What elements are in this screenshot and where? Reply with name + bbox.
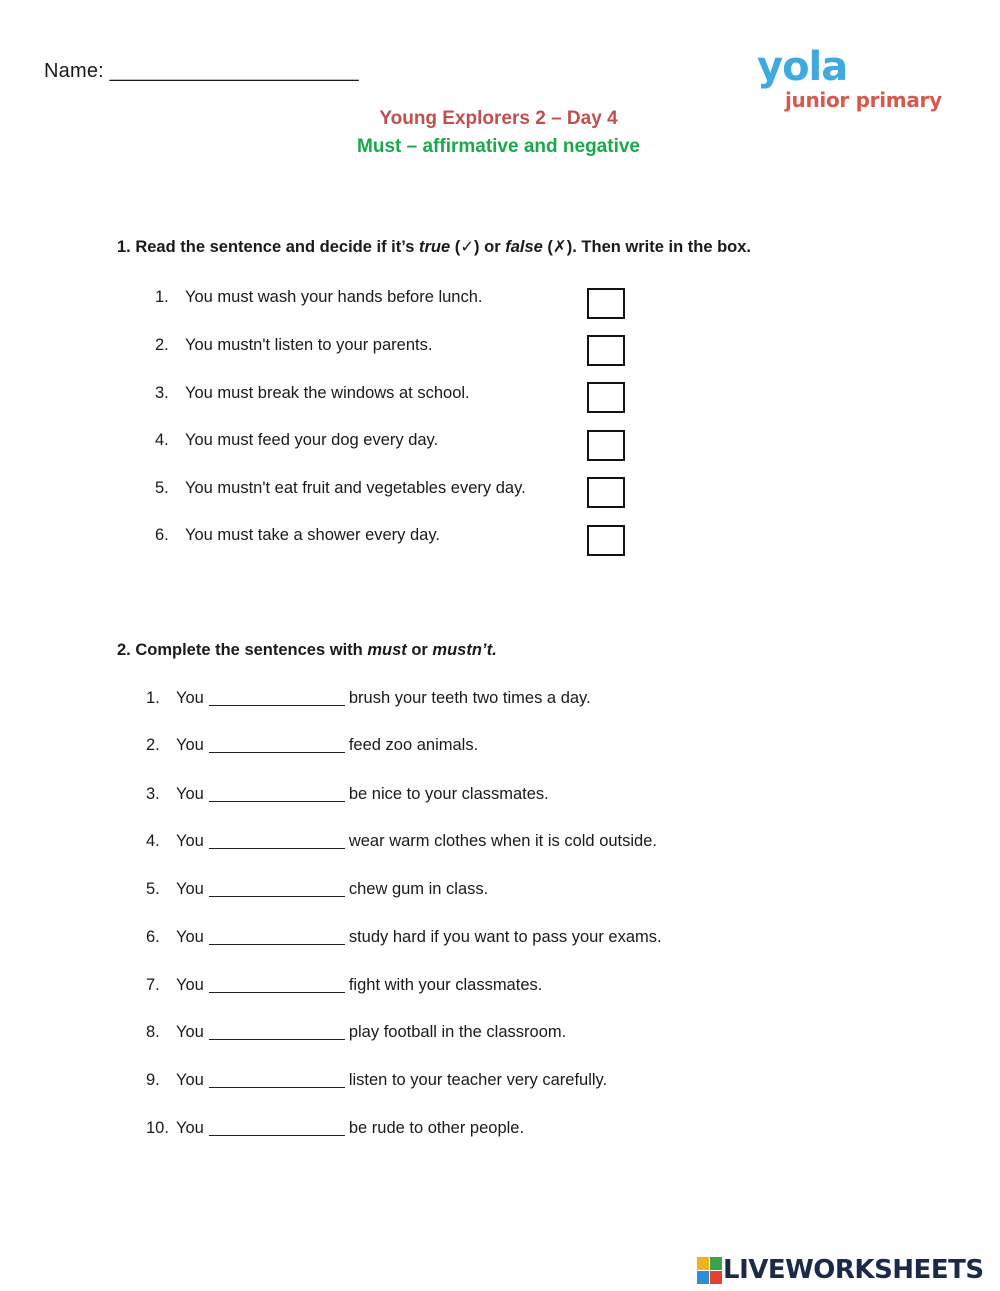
exercise1-item (155, 526, 440, 545)
item-rest: chew gum in class. (348, 880, 489, 898)
item-subject: You (176, 880, 204, 898)
exercise2-item (146, 785, 549, 804)
instr2-mid: or (406, 641, 433, 659)
answer-box[interactable] (587, 430, 625, 461)
logo-sub-text: junior primary (785, 88, 942, 112)
item-rest: wear warm clothes when it is cold outside. (348, 832, 657, 850)
item-subject: You (176, 928, 204, 946)
item-sentence: You must feed your dog every day. (185, 431, 439, 449)
exercise1-instruction (117, 237, 751, 257)
worksheet-title: Young Explorers 2 – Day 4 (379, 108, 618, 129)
exercise1-item (155, 288, 483, 307)
exercise2-instruction (117, 641, 497, 660)
exercise2-item (146, 736, 478, 755)
exercise1-item (155, 384, 470, 403)
item-number: 9. (146, 1071, 160, 1089)
item-number: 7. (146, 976, 160, 994)
exercise2-item (146, 689, 591, 708)
item-rest: play football in the classroom. (348, 1023, 567, 1041)
item-rest: listen to your teacher very carefully. (348, 1071, 608, 1089)
exercise2-item (146, 976, 542, 995)
exercise1-item (155, 479, 526, 498)
item-number: 10. (146, 1119, 169, 1137)
item-rest: feed zoo animals. (348, 736, 479, 754)
item-number: 5. (155, 479, 169, 497)
item-sentence: You must break the windows at school. (185, 384, 470, 402)
answer-blank-input[interactable] (209, 976, 345, 993)
answer-box[interactable] (587, 525, 625, 556)
item-subject: You (176, 785, 204, 803)
answer-box[interactable] (587, 288, 625, 319)
answer-blank-input[interactable] (209, 880, 345, 897)
item-subject: You (176, 736, 204, 754)
item-sentence: You must wash your hands before lunch. (185, 288, 483, 306)
item-number: 2. (146, 736, 160, 754)
answer-blank-input[interactable] (209, 689, 345, 706)
item-rest: be rude to other people. (348, 1119, 525, 1137)
instr2-pre: 2. Complete the sentences with (117, 641, 368, 659)
exercise1-item (155, 431, 438, 450)
answer-blank-input[interactable] (209, 736, 345, 753)
item-sentence: You mustn't eat fruit and vegetables every day. (185, 479, 526, 497)
item-subject: You (176, 1119, 204, 1137)
item-number: 6. (155, 526, 169, 544)
item-sentence: You mustn't listen to your parents. (185, 336, 433, 354)
answer-blank-input[interactable] (209, 1119, 345, 1136)
item-subject: You (176, 1071, 204, 1089)
item-rest: brush your teeth two times a day. (348, 689, 591, 707)
answer-blank-input[interactable] (209, 832, 345, 849)
answer-blank-input[interactable] (209, 928, 345, 945)
item-number: 1. (155, 288, 169, 306)
item-number: 6. (146, 928, 160, 946)
item-number: 1. (146, 689, 160, 707)
exercise2-item (146, 880, 488, 899)
exercise2-item (146, 1071, 607, 1090)
answer-blank-input[interactable] (209, 1071, 345, 1088)
exercise2-item (146, 832, 657, 851)
item-number: 4. (155, 431, 169, 449)
item-rest: fight with your classmates. (348, 976, 543, 994)
exercise1-item (155, 336, 432, 355)
answer-blank-input[interactable] (209, 785, 345, 802)
name-label: Name: (44, 60, 104, 82)
exercise2-item (146, 1023, 566, 1042)
name-blank: ______________________ (109, 60, 359, 82)
instr1-pre: 1. Read the sentence and decide if it’s (117, 238, 419, 256)
instr1-mid: (✓) or (450, 238, 506, 256)
item-number: 3. (146, 785, 160, 803)
item-number: 4. (146, 832, 160, 850)
instr2-mustnt: mustn’t. (432, 641, 497, 659)
answer-box[interactable] (587, 477, 625, 508)
item-number: 2. (155, 336, 169, 354)
instr2-must: must (367, 641, 407, 659)
item-sentence: You must take a shower every day. (185, 526, 440, 544)
item-subject: You (176, 976, 204, 994)
exercise2-item (146, 1119, 524, 1138)
item-subject: You (176, 1023, 204, 1041)
item-number: 3. (155, 384, 169, 402)
name-field (44, 60, 359, 83)
answer-box[interactable] (587, 382, 625, 413)
instr1-post: (✗). Then write in the box. (542, 238, 752, 256)
worksheet-subtitle: Must – affirmative and negative (357, 136, 640, 157)
answer-box[interactable] (587, 335, 625, 366)
instr1-false: false (505, 238, 543, 256)
item-subject: You (176, 832, 204, 850)
liveworksheets-logo-icon (697, 1257, 721, 1283)
item-subject: You (176, 689, 204, 707)
item-number: 5. (146, 880, 160, 898)
logo-main-text: yola (757, 44, 848, 90)
item-rest: be nice to your classmates. (348, 785, 549, 803)
liveworksheets-brand: LIVEWORKSHEETS (723, 1255, 984, 1285)
item-rest: study hard if you want to pass your exams. (348, 928, 662, 946)
answer-blank-input[interactable] (209, 1023, 345, 1040)
item-number: 8. (146, 1023, 160, 1041)
exercise2-item (146, 928, 662, 947)
instr1-true: true (418, 238, 451, 256)
liveworksheets-footer (697, 1255, 984, 1285)
